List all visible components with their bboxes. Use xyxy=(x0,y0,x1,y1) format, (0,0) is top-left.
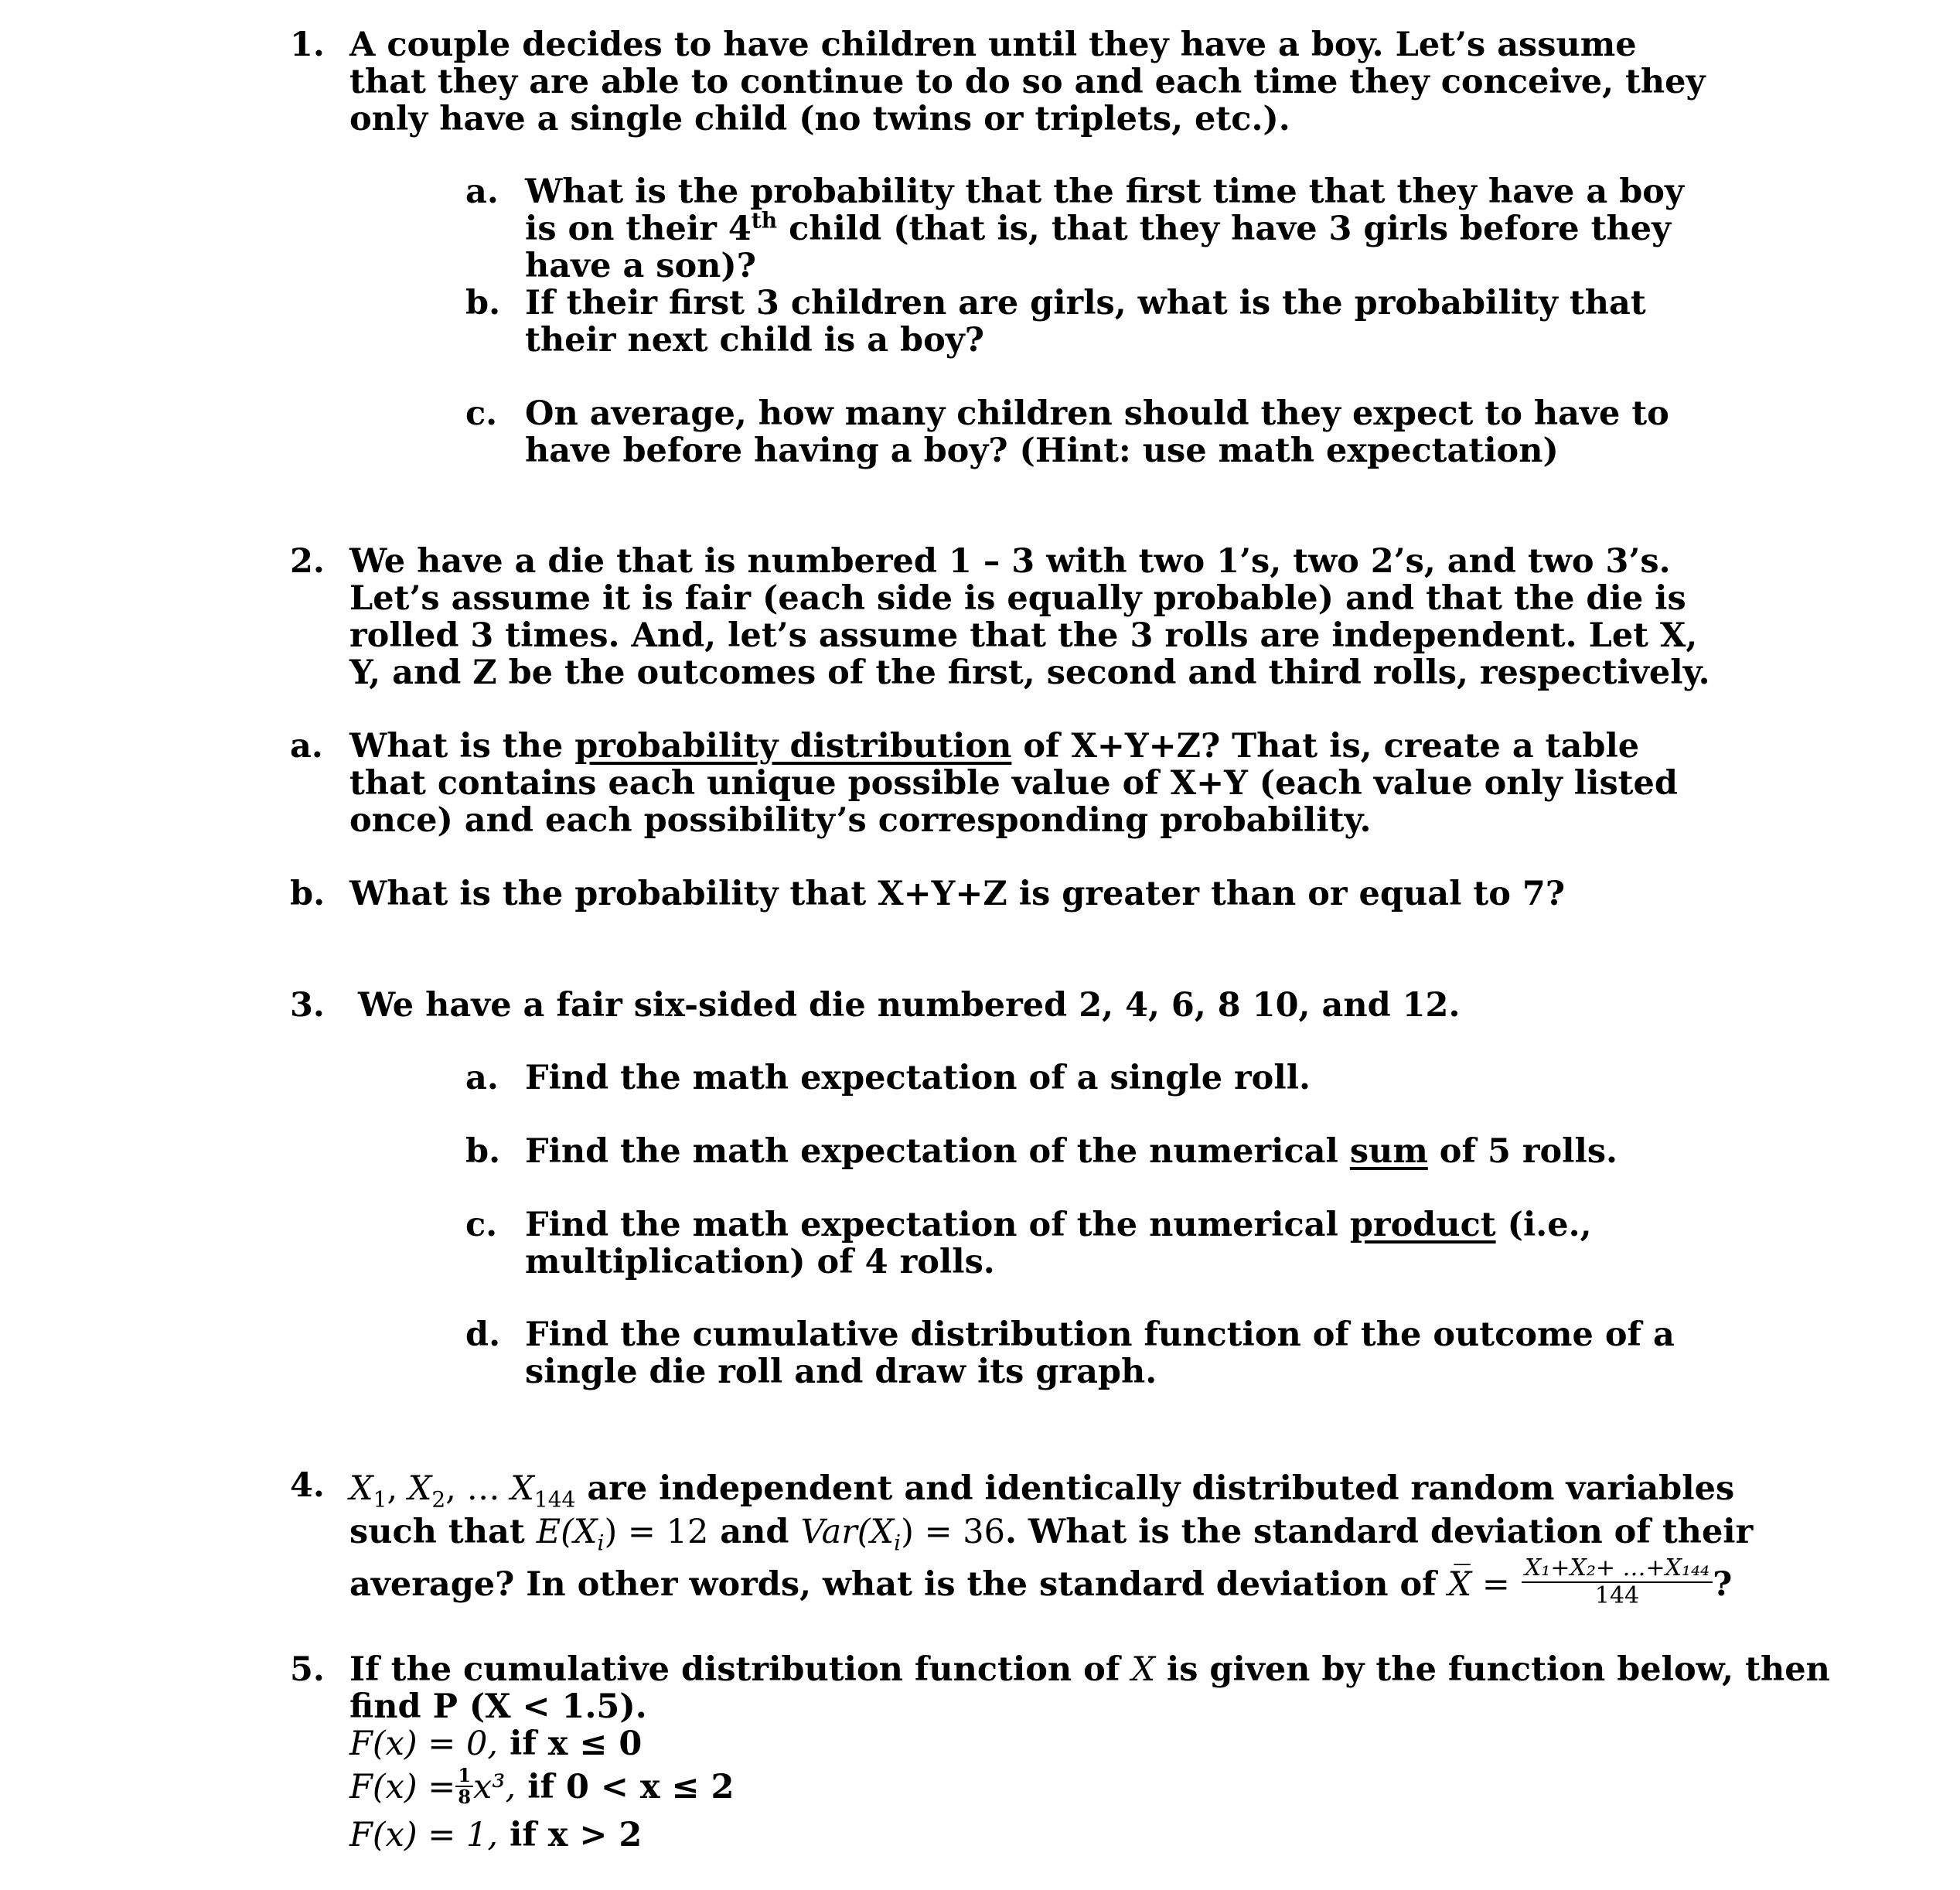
q5-line-1: If the cumulative distribution function of X is given by the function below, then xyxy=(349,1650,1830,1689)
sub-text: Find the math expectation of a single roll. xyxy=(525,1059,1311,1097)
sub-letter: b. xyxy=(465,1132,501,1171)
question-number: 1. xyxy=(290,26,325,64)
sub-letter: a. xyxy=(465,172,499,211)
question-text xyxy=(349,1467,1754,1614)
cdf-case-2: F(x) = $\frac{1}{8}$ x³, if 0 < x ≤ 2 xyxy=(349,1764,735,1808)
cdf-case-3: F(x) = 1, if x > 2 xyxy=(349,1816,643,1854)
q4-line-1: $X_1$, $X_2$, … $X_{144}$ are independent and identically distributed random variables xyxy=(349,1469,1735,1513)
question-number: 5. xyxy=(290,1650,325,1689)
question-number: 4. xyxy=(290,1466,325,1505)
one-eighth-fraction: $\frac{1}{8}$ xyxy=(455,1765,473,1807)
sub-letter: a. xyxy=(290,727,323,766)
question-text: We have a fair six-sided die numbered 2, 4, 6, 8 10, and 12. xyxy=(358,986,1461,1025)
question-text: A couple decides to have children until they have a boy. Let’s assume that they are able to continue to do so and each time they conceive, they only have a single child (no twins or triplets, etc.). xyxy=(349,26,1706,138)
sub-letter: c. xyxy=(465,394,498,433)
q4-line-3: average? In other words, what is the standard deviation of X̅ = $\frac{\text{X₁+X₂+ …+X₁₄₄}}{144}$ ? xyxy=(349,1554,1733,1609)
question-text xyxy=(349,1650,1830,1854)
q5-line-2: find P (X < 1.5). xyxy=(349,1687,647,1726)
q4-line-2: such that $E(X_i) = 12$ and $Var(X_i) = 36$. What is the standard deviation of their xyxy=(349,1513,1754,1556)
sub-letter: a. xyxy=(465,1059,499,1097)
question-text: We have a die that is numbered 1 – 3 with two 1’s, two 2’s, and two 3’s. Let’s assume it is fair (each side is equally probable) and that the die is rolled 3 times. And, let’s assume that the 3 rolls are independent. Let X, Y, and Z be the outcomes of the first, second and third rolls, respectively. xyxy=(349,542,1710,692)
sub-text: What is the probability distribution of X+Y+Z? That is, create a table that contains each unique possible value of X+Y (each value only listed once) and each possibility’s corresponding probability. xyxy=(349,727,1678,840)
sub-letter: c. xyxy=(465,1206,498,1244)
sub-text: What is the probability that the first time that they have a boy is on their 4th child (that is, that they have 3 girls before they have a son)? xyxy=(525,172,1684,285)
sub-text: Find the math expectation of the numerical product (i.e., multiplication) of 4 rolls. xyxy=(525,1206,1592,1281)
sub-text: On average, how many children should they expect to have to have before having a boy? (Hint: use math expectation) xyxy=(525,394,1669,470)
sub-letter: d. xyxy=(465,1315,501,1354)
cdf-case-1: F(x) = 0, if x ≤ 0 xyxy=(349,1725,643,1763)
sub-text: Find the cumulative distribution function of the outcome of a single die roll and draw its graph. xyxy=(525,1315,1675,1391)
question-number: 2. xyxy=(290,542,325,581)
sub-letter: b. xyxy=(465,284,501,322)
sub-text: What is the probability that X+Y+Z is greater than or equal to 7? xyxy=(349,875,1566,913)
xbar-fraction: $\frac{\text{X₁+X₂+ …+X₁₄₄}}{144}$ xyxy=(1522,1555,1713,1609)
sub-text: If their first 3 children are girls, what is the probability that their next child is a boy? xyxy=(525,284,1646,360)
sub-text: Find the math expectation of the numerical sum of 5 rolls. xyxy=(525,1132,1618,1171)
sub-letter: b. xyxy=(290,875,326,913)
question-number: 3. xyxy=(290,986,325,1025)
